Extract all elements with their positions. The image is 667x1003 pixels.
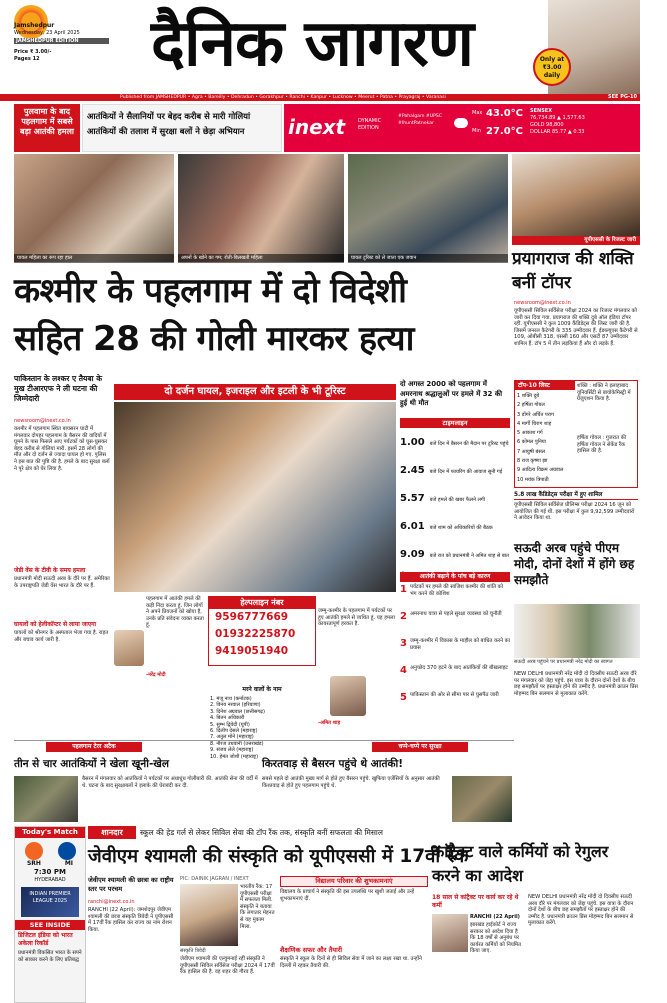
reasons-list: 1 पर्यटकों पर हमले की साजिश कश्मीर की शांति को भंग करने की कोशिश 2 अमरनाथ यात्रा से पहले सुरक्षा व्यवस्था को चुनौती 3 जम्मू-कश्मीर में विकास के माहौल को बाधित करने का प्रयास 4 अनुच्छेद 370 हटने के बाद आतंकियों की बौखलाहट 5 पाकिस्तान की ओर से सीमा पार से घुसपैठ जारी xyxy=(400,584,510,719)
timeline-desc: बजे दिन में फायरिंग की आवाज सुनी गई xyxy=(429,469,503,475)
match-time: 7:30 PM xyxy=(34,868,66,876)
photo-caption-1: घायल महिला का रूप रहा हाल xyxy=(14,254,174,263)
shandar-label: शानदार xyxy=(88,826,136,839)
photo-contract-person xyxy=(432,914,468,952)
stat58-title: 5.8 लाख कैंडिडेट्स परीक्षा में हुए शामिल xyxy=(514,491,638,500)
dollar-value: 85.77 xyxy=(551,129,567,135)
helpline-number[interactable]: 01932225870 xyxy=(215,628,296,640)
date: Wednesday, 23 April 2025 xyxy=(14,30,80,36)
photo-saudi-modi xyxy=(514,604,640,658)
helpline-title: हेल्पलाइन नंबर xyxy=(209,597,315,609)
match-venue: HYDERABAD xyxy=(34,877,66,883)
shandar-col-3: संस्कृति ने स्कूल के दिनों से ही सिविल सेवा में जाने का लक्ष्य रखा था. उन्होंने दिल्ली में रहकर तैयारी की. xyxy=(280,956,422,969)
top10-item: 1 शक्ति दुबे xyxy=(517,393,540,399)
shandar-col-3-title: शैक्षणिक सफर और तैयारी xyxy=(280,946,343,954)
timeline-desc: बजे दिन में बैसरन की मैदान पर टूरिस्ट पहुंचे xyxy=(429,441,509,447)
helpline-number[interactable]: 9419051940 xyxy=(215,645,289,657)
inext-bar xyxy=(284,104,640,152)
inext-handles: #Pahalgam #UPSC #IhuntPatnekar xyxy=(398,114,443,126)
security-body: सबसे पहले दो आतंकी मुख्य मार्ग से होते हुए बैसरन पहुंचे. खुफिया एजेंसियों के अनुसार आतंकी किश्तवाड़ से होते हुए पहलगाम पहुंचे थे. xyxy=(262,776,440,789)
top10-list xyxy=(517,392,575,485)
timeline xyxy=(400,430,510,570)
victim-name: 7. अतुल मोने (महाराष्ट्र) xyxy=(210,734,254,741)
see-inside-headline: डिजिटल इंडिया को भारत अकेला रिकॉर्ड xyxy=(18,932,73,947)
timeline-time: 9.09 xyxy=(400,549,425,560)
victim-name: 10. हेमंत जोशी (महाराष्ट्र) xyxy=(210,753,259,760)
modi-quote-name: -नरेंद्र मोदी xyxy=(146,672,166,678)
victims-list xyxy=(210,696,316,760)
photo-sanskriti xyxy=(180,884,238,946)
inext-logo: inext xyxy=(288,115,346,139)
timeline-time: 5.57 xyxy=(400,493,425,504)
ipl-league: INDIAN PREMIER LEAGUE 2025 xyxy=(21,887,79,917)
photo-grieving-woman xyxy=(178,154,344,262)
team-1: SRH xyxy=(26,860,41,867)
topper-headline: प्रयागराज की शक्ति बनीं टॉपर xyxy=(512,249,634,293)
promo-price-badge: Only at ₹3.00 daily xyxy=(533,48,571,86)
timeline-time: 6.01 xyxy=(400,521,425,532)
lashkar-sub-1-body: प्रधानमंत्री मोदी सऊदी अरब के दौरे पर हैं. अमेरिका के उपराष्ट्रपति जेडी वेंस भारत के दौरे पर हैं. xyxy=(14,576,110,589)
min-temp: 27.0°C xyxy=(486,126,524,137)
top10-item: 5 आकाश गर्ग xyxy=(517,430,543,437)
reason-item: पर्यटकों पर हमले की साजिश कश्मीर की शांति को भंग करने की कोशिश xyxy=(410,584,504,597)
timeline-time: 1.00 xyxy=(400,437,425,448)
shah-photo xyxy=(330,676,366,716)
flash-line-2: आतंकियों की तलाश में सुरक्षा बलों ने छेड़ा अभियान xyxy=(87,126,245,136)
price: Price ₹ 3.00/- xyxy=(14,49,52,55)
photo-terror-security xyxy=(14,776,78,822)
today-match-box xyxy=(14,826,86,1003)
max-label: Max xyxy=(472,110,483,116)
dollar-change: 0.33 xyxy=(573,129,585,135)
newspaper-title: दैनिक जागरण xyxy=(150,7,474,81)
weather-icon xyxy=(454,118,468,128)
masthead xyxy=(0,0,640,94)
sensex-label: SENSEX xyxy=(530,108,553,114)
victim-name: 4. बितन अधिकारी xyxy=(210,715,245,722)
modi-quote: पहलगाम में आतंकी हमले की कड़ी निंदा करता हूं. जिन लोगों ने अपने प्रियजनों को खोया है, उनके प्रति संवेदना व्यक्त करता हूं. xyxy=(146,596,204,629)
victim-name: 6. दिलीप देसले (महाराष्ट्र) xyxy=(210,728,258,735)
market-box: SENSEX 76,734.89 ▲ 1,577.63 GOLD 98,800 DOLLAR 85.77 ▲ 0.33 xyxy=(530,108,636,148)
reason-item: पाकिस्तान की ओर से सीमा पार से घुसपैठ जारी xyxy=(410,692,499,698)
reason-item: अमरनाथ यात्रा से पहले सुरक्षा व्यवस्था को चुनौती xyxy=(410,611,502,617)
photo-injured-woman xyxy=(14,154,174,262)
contract-headline: कांट्रैक्ट वाले कर्मियों को रेगुलर करने का आदेश xyxy=(432,842,609,885)
flash-line-1: आतंकियों ने सैलानियों पर बेहद करीब से मारी गोलियां xyxy=(87,111,251,121)
photo-caption-2: अपनों के खोने का गम; रोती-बिलखती महिला xyxy=(178,254,344,263)
photo-soldier-carrying xyxy=(348,154,508,262)
jvm-body: RANCHI (22 April): जमशेदपुर जेवीएम श्यामली की छात्रा संस्कृति त्रिवेदी ने यूपीएससी में 17वीं रैंक हासिल कर राज्य का नाम रोशन किया. xyxy=(88,907,174,933)
flash-box xyxy=(82,104,282,152)
mi-logo-icon xyxy=(58,842,76,860)
sun-logo-icon xyxy=(14,5,48,21)
photo-caption-3: घायल टूरिस्ट को ले जाता एक जवान xyxy=(348,254,508,263)
see-page-label: SEE PG-10 xyxy=(608,94,637,100)
top10-item: 2 हर्षिता गोयल xyxy=(517,402,545,409)
topper-body: यूपीएससी सिविल सर्विसेज परीक्षा 2024 का रिजल्ट मंगलवार को जारी कर दिया गया. प्रयागराज की शक्ति दुबे ऑल इंडिया टॉपर रहीं. यूपीएससी ने कुल 1009 कैंडिडेट्स की लिस्ट जारी की है. जिसमें जनरल कैटेगरी के 335 उम्मीदवार हैं. ईडब्ल्यूएस कैटेगरी से 109, ओबीसी 318, एससी 160 और एसटी 87 उम्मीदवार शामिल हैं. टॉप 5 में तीन लड़कियां हैं और दो लड़के हैं. xyxy=(514,308,638,347)
min-label: Min xyxy=(472,128,481,134)
victim-name: 9. संजय लेले (महाराष्ट्र) xyxy=(210,747,254,754)
gold-value: 98,800 xyxy=(546,122,564,128)
terror-label: पहलगाम टेरर अटैक xyxy=(46,742,142,752)
gold-label: GOLD xyxy=(530,122,545,128)
lashkar-headline: पाकिस्तान के लश्कर ए तैयबा के मुख टीआरएफ ने ली घटना की जिम्मेदारी xyxy=(14,374,102,403)
team-2: MI xyxy=(64,860,74,867)
security-headline: किरतवाड़ से बैसरन पहुंचे थे आतंकी! xyxy=(262,758,404,770)
lashkar-sub-2-body: घायलों को श्रीनगर के अस्पताल भेजा गया है. राहत और बचाव कार्य जारी है. xyxy=(14,630,109,643)
top10-note: शक्ति : शक्ति ने इलाहाबाद यूनिवर्सिटी से बायोकेमिस्ट्री में ग्रेजुएशन किया है. xyxy=(577,383,631,403)
victim-name: 2. विनय नरवाल (हरियाणा) xyxy=(210,702,261,709)
photo-center-victims xyxy=(114,402,396,592)
top10-item: 6 कोमल पुनिया xyxy=(517,439,546,446)
lashkar-byline: newsroom@inext.co.in xyxy=(14,418,71,424)
edition: JAMSHEDPUR EDITION xyxy=(14,38,109,44)
timeline-desc: बजे हमले की खबर फैलने लगी xyxy=(429,497,485,503)
inext-edition-label: DYNAMIC EDITION xyxy=(358,118,382,131)
max-temp: 43.0°C xyxy=(486,108,524,119)
lashkar-sub-1: जेडी वेंस के टीवी के समय हमला xyxy=(14,567,86,574)
photo-security-forces xyxy=(452,776,512,822)
top10-item: 4 मार्गी चिराग शाह xyxy=(517,420,552,427)
reason-item: जम्मू-कश्मीर में विकास के माहौल को बाधित करने का प्रयास xyxy=(410,638,510,651)
today-match-title: Today's Match xyxy=(15,827,85,838)
srh-logo-icon xyxy=(25,842,43,860)
photo-topper xyxy=(512,154,640,236)
sensex-change: 1,577.63 xyxy=(562,115,585,121)
see-inside-label: SEE INSIDE xyxy=(15,920,85,930)
stat58-body: यूपीएससी सिविल सर्विसेज प्रीलिम्स परीक्षा 2024 16 जून को आयोजित की गई थी. इस परीक्षा में कुल 9,92,599 उम्मीदवारों ने आवेदन किया था. xyxy=(514,502,635,522)
school-wishes-body: विद्यालय के प्राचार्य ने संस्कृति की इस उपलब्धि पर खुशी जताई और उन्हें शुभकामनाएं दीं. xyxy=(280,889,415,902)
jvm-byline: ranchi@inext.co.in xyxy=(88,899,135,905)
timeline-desc: बजे शाम को अधिकारियों की बैठक xyxy=(429,525,493,531)
top10-item: 10 मयंक त्रिपाठी xyxy=(517,476,549,483)
divider xyxy=(14,740,514,741)
sensex-value: 76,734.89 xyxy=(530,115,556,121)
helpline-box xyxy=(208,596,316,666)
published-line: Published from JAMSHEDPUR • Agra • Bareilly • Dehradun • Gorakhpur • Ranchi • Kanpur • Lucknow • Meerut • Patna • Prayagraj • Varanasi xyxy=(120,95,446,100)
timeline-time: 2.45 xyxy=(400,465,425,476)
top10-item: 7 आयुषी बंसल xyxy=(517,448,546,455)
reasons-title: आतंकी बढ़ाने के पांच बड़े कारण xyxy=(400,572,510,582)
photo-credit: PIC: DAINIK JAGRAN / INEXT xyxy=(180,876,249,882)
see-inside-body: प्रधानमंत्री विकसित भारत के सपने को साकार करने के लिए प्रतिबद्ध xyxy=(18,950,82,963)
contract-body: झारखंड हाईकोर्ट ने राज्य सरकार को आदेश दिया है कि 18 वर्षों से अनुबंध पर कार्यरत कर्मियों को नियमित किया जाए. xyxy=(470,922,522,955)
modi-photo xyxy=(114,630,144,666)
security-label: चप्पे-चप्पे पर सुरक्षा xyxy=(372,742,468,752)
terror-headline: तीन से चार आतंकियों ने खेला खूनी-खेल xyxy=(14,758,170,770)
shandar-kicker: स्कूल की हेड गर्ल से लेकर सिविल सेवा की टॉप रैंक तक, संस्कृति बनीं सफलता की मिसाल xyxy=(140,828,383,837)
topper-caption: यूपीएससी के रिजल्ट जारी xyxy=(512,236,640,245)
top10-note-2: हर्षिता गोयल : गुजरात की हर्षिता गोयल ने सेकेंड रैंक हासिल की है. xyxy=(577,435,627,455)
main-headline-line-1: कश्मीर के पहलगाम में दो विदेशी xyxy=(14,271,407,311)
shandar-col-1: जेवीएम श्यामली की एल्युमनाई रहीं संस्कृति ने यूपीएससी सिविल सर्विसेज परीक्षा 2024 में 17वीं रैंक हासिल की है. वह शहर की गौरव हैं. xyxy=(180,956,275,976)
top10-title: टॉप-10 लिस्ट xyxy=(515,381,575,390)
victim-name: 8. नीरज उधवानी (उत्तराखंड) xyxy=(210,740,264,747)
saudi-caption: सऊदी अरब पहुंचने पर प्रधानमंत्री नरेंद्र मोदी का स्वागत xyxy=(514,659,613,665)
center-banner: दो दर्जन घायल, इजराइल और इटली के भी टूरिस्ट xyxy=(114,384,396,400)
photo-caption-sanskriti: संस्कृति त्रिवेदी xyxy=(180,948,206,954)
victim-name: 5. सुम्भ द्विवेदी (यूपी) xyxy=(210,721,250,728)
pages: Pages 12 xyxy=(14,56,40,62)
shah-quote: जम्मू-कश्मीर के पहलगाम में पर्यटकों पर हुए आतंकी हमले से व्यथित हूं. यह हमला कायरतापूर्ण हरकत है. xyxy=(318,608,395,628)
timeline-title: टाइमलाइन xyxy=(400,418,510,428)
timeline-desc: बजे रात को प्रधानमंत्री ने अमित शाह से बात xyxy=(429,553,509,559)
shandar-headline: जेवीएम श्यामली की संस्कृति को यूपीएससी में 17वीं रैंक xyxy=(88,846,469,867)
reason-item: अनुच्छेद 370 हटने के बाद आतंकियों की बौखलाहट xyxy=(410,665,508,671)
lashkar-body: कश्मीर में पहलगाम स्थित बायसरन घाटी में मंगलवार दोपहर पहलगाम के बैसरन की वादियों में घूमने के पास फिसले आए पर्यटकों को घुस-घुसकर बेहद करीब से गोलियां मारी. इसमें 28 लोगों की मौत और दो दर्जन से ज्यादा घायल हो गए. पुलिस ने इस बात की पुष्टि की है. हमले के बाद सुरक्षा बलों ने पूरे क्षेत्र को घेर लिया है. xyxy=(14,426,110,472)
victims-title: मरने वालों के नाम xyxy=(242,686,282,693)
top10-box xyxy=(514,380,638,488)
saudi-headline: सऊदी अरब पहुंचे पीएम मोदी, दोनों देशों में होंगे छह समझौते xyxy=(514,541,635,587)
saudi-body: NEW DELHI प्रधानमंत्री नरेंद्र मोदी दो दिवसीय सऊदी अरब दौरे पर मंगलवार को जेद्दा पहुंचे. इस यात्रा के दौरान दोनों देशों के बीच छह समझौतों पर हस्ताक्षर होने की उम्मीद है. प्रधानमंत्री क्राउन प्रिंस मोहम्मद बिन सलमान से मुलाकात करेंगे. xyxy=(514,671,638,697)
contract-kicker: 18 साल से कांट्रैक्ट पर कार्य कर रहे थे कर्मी xyxy=(432,894,519,909)
contract-body-2: NEW DELHI प्रधानमंत्री नरेंद्र मोदी दो दिवसीय सऊदी अरब दौरे पर मंगलवार को जेद्दा पहुंचे. इस यात्रा के दौरान दोनों देशों के बीच छह समझौतों पर हस्ताक्षर होने की उम्मीद है. प्रधानमंत्री क्राउन प्रिंस मोहम्मद बिन सलमान से मुलाकात करेंगे. xyxy=(528,894,634,927)
top10-item: 8 राज कृष्णा झा xyxy=(517,458,548,465)
top10-item: 9 आदित्य विक्रम अग्रवाल xyxy=(517,467,564,474)
dollar-label: DOLLAR xyxy=(530,129,551,135)
shandar-col-2: भारतीय रैंक: 17 यूपीएससी परीक्षा में सफलता मिली. संस्कृति ने बताया कि लगातार मेहनत से यह मुकाम मिला. xyxy=(240,884,275,930)
city: Jamshedpur xyxy=(14,22,55,29)
lashkar-sub-2: घायलों को हेलीकॉप्टर से लाया जाएगा xyxy=(14,621,97,628)
shah-quote-name: -अमित शाह xyxy=(318,720,341,726)
pulwama-box: पुलवामा के बाद पहलगाम में सबसे बड़ा आतंकी हमला xyxy=(14,104,80,152)
school-wishes-title: विद्यालय परिवार की शुभकामनाएं xyxy=(280,876,428,887)
main-headline-line-2: सहित 28 की गोली मारकर हत्या xyxy=(14,319,414,359)
victim-name: 3. दिनेश अग्रवाल (छत्तीसगढ़) xyxy=(210,708,265,715)
victim-name: 1. मंजू नाथ (कर्नाटक) xyxy=(210,696,252,702)
topper-byline: newsroom@inext.co.in xyxy=(514,300,571,306)
jvm-headline: जेवीएम श्यामली की छात्रा का राष्ट्रीय स्तर पर परचम xyxy=(88,876,174,893)
helpline-number[interactable]: 9596777669 xyxy=(215,611,289,623)
terror-body: बैसरन में मंगलवार को आतंकियों ने पर्यटकों पर अंधाधुंध गोलीबारी की. आतंकी सेना की वर्दी में थे. घटना के बाद सुरक्षाबलों ने इलाके की घेराबंदी कर दी. xyxy=(82,776,258,789)
stats-intro: दो अगस्त 2000 को पहलगाम में अमरनाथ श्रद्धालुओं पर हमले में 32 की हुई थी मौत xyxy=(400,380,503,407)
top10-item: 3 डोंगरे अर्चित पराग xyxy=(517,411,554,418)
contract-byline: RANCHI (22 April) xyxy=(470,914,520,920)
